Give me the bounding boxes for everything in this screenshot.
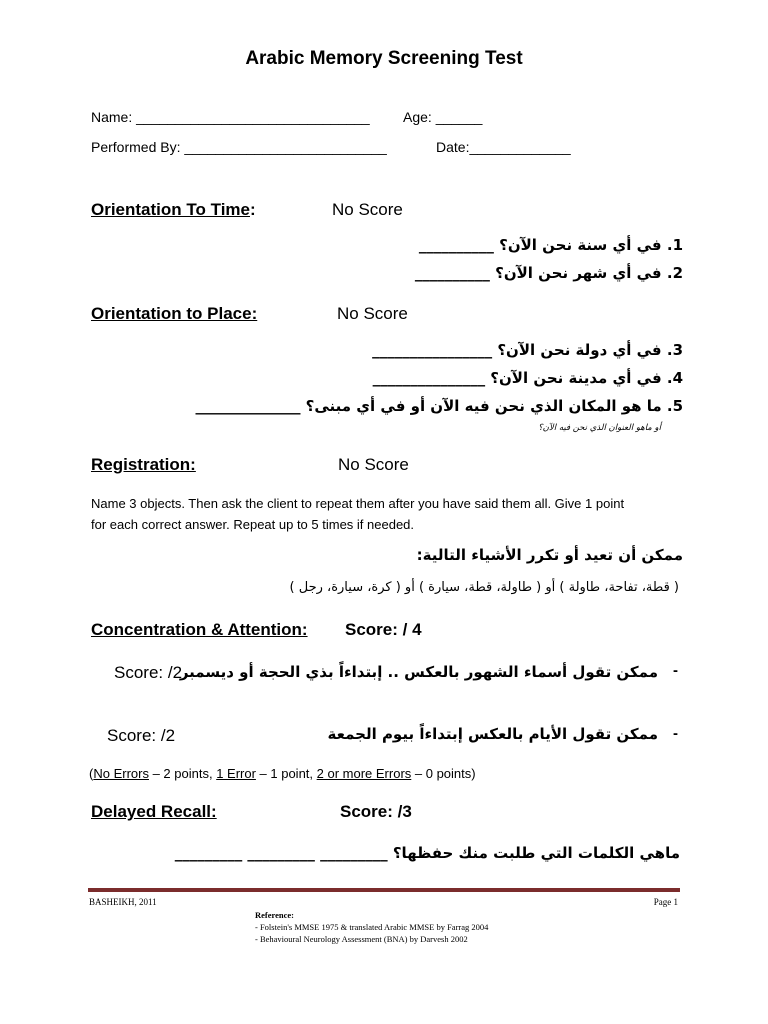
orientation-time-colon: : [250,200,256,219]
delayed-recall-score: Score: /3 [340,802,412,821]
orientation-time-score: No Score [332,200,403,219]
question-4: 4. في أي مدينة نحن الآن؟ _______________ [372,369,683,387]
months-score: Score: /2 [114,663,183,682]
legend-no-errors: No Errors [93,766,149,781]
days-score: Score: /2 [107,726,176,745]
concentration-score: Score: / 4 [345,620,422,639]
footer-divider [88,888,680,892]
performed-by-field[interactable]: Performed By: __________________________ [91,139,387,155]
date-field[interactable]: Date:_____________ [436,139,571,155]
registration-objects: ( قطة، تفاحة، طاولة ) أو ( طاولة، قطة، سيارة ) أو ( كرة، سيارة، رجل ) [289,580,679,595]
registration-instruction-1: Name 3 objects. Then ask the client to repeat them after you have said them all. Give 1 point [91,496,625,511]
legend-part1: – 2 points, [148,766,217,781]
days-question: ممكن تقول الأيام بالعكس إبتداءاً بيوم الجمعة [327,725,658,743]
registration-instruction-2: for each correct answer. Repeat up to 5 times if needed. [91,517,415,532]
reference-2: - Behavioural Neurology Assessment (BNA) by Darvesh 2002 [255,934,468,944]
question-3: 3. في أي دولة نحن الآن؟ ________________ [372,341,683,359]
months-bullet: - [673,662,678,679]
footer-author: BASHEIKH, 2011 [89,897,157,907]
delayed-recall-heading: Delayed Recall: [91,802,217,821]
legend-part2: – 1 point, [255,766,317,781]
reference-label: Reference: [255,910,295,920]
orientation-time-heading [91,200,256,220]
orientation-place-score: No Score [337,304,408,323]
legend-open: ( [89,766,94,781]
orientation-place-heading: Orientation to Place: [91,304,258,323]
scoring-legend [89,766,476,781]
orientation-time-title: Orientation To Time [91,200,250,219]
reference-1: - Folstein's MMSE 1975 & translated Arabic MMSE by Farrag 2004 [255,922,489,932]
question-5-note: أو ماهو العنوان الذي نحن فيه الآن؟ [538,423,661,433]
legend-two-errors: 2 or more Errors [316,766,412,781]
page-title: Arabic Memory Screening Test [245,48,523,69]
footer-page: Page 1 [653,897,678,907]
legend-part3: – 0 points) [411,766,476,781]
months-question: ممكن تقول أسماء الشهور بالعكس .. إبتداءاً بذي الحجة أو ديسمبر [179,663,658,681]
question-5: 5. ما هو المكان الذي نحن فيه الآن أو في أي مبنى؟ ______________ [195,397,683,415]
name-field[interactable]: Name: ______________________________ [91,109,370,125]
delayed-recall-question: ماهي الكلمات التي طلبت منك حفظها؟ _________ _________ _________ [174,844,680,862]
question-1: 1. في أي سنة نحن الآن؟ __________ [418,236,683,254]
legend-one-error: 1 Error [216,766,256,781]
registration-arabic-prompt: ممكن أن تعيد أو تكرر الأشياء التالية: [416,546,683,564]
question-2: 2. في أي شهر نحن الآن؟ __________ [414,264,683,282]
registration-heading: Registration: [91,455,196,474]
age-field[interactable]: Age: ______ [403,109,483,125]
registration-score: No Score [338,455,409,474]
concentration-heading: Concentration & Attention: [91,620,308,639]
days-bullet: - [673,725,678,742]
